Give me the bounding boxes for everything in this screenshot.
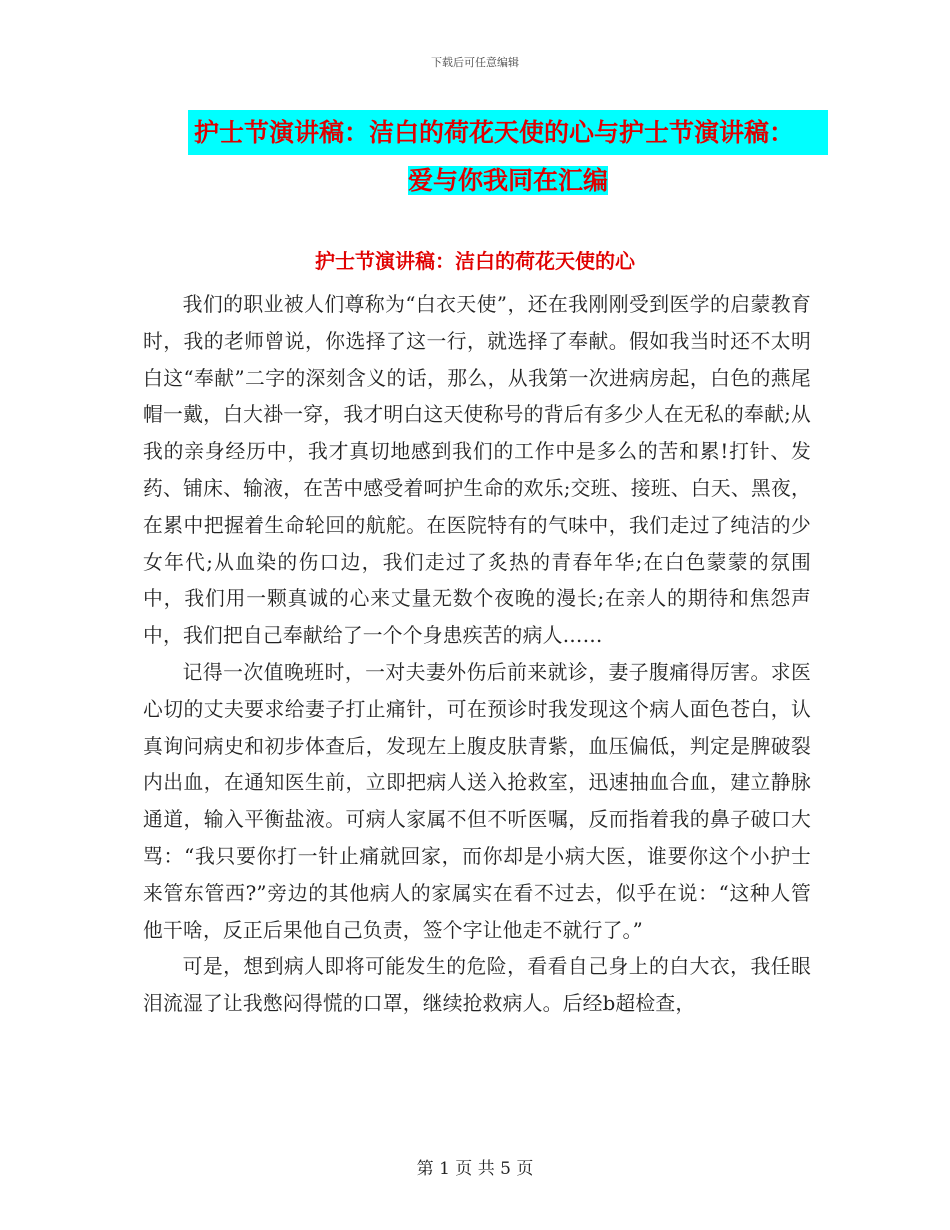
title-line-2: 爱与你我同在汇编 — [407, 166, 608, 195]
page-header: 下载后可任意编辑 — [431, 56, 519, 69]
paragraph-3: 可是，想到病人即将可能发生的危险，看看自己身上的白大衣，我任眼泪流湿了让我憋闷得慌的口罩，继续抢救病人。后经b超检查， — [143, 955, 811, 1016]
body-text — [143, 287, 811, 1023]
document-title — [188, 110, 828, 206]
title-line-1: 护士节演讲稿：洁白的荷花天使的心与护士节演讲稿： — [188, 110, 828, 155]
paragraph-1: 我们的职业被人们尊称为“白衣天使”，还在我刚刚受到医学的启蒙教育时，我的老师曾说，你选择了这一行，就选择了奉献。假如我当时还不太明白这“奉献”二字的深刻含义的话，那么，从我第一次进病房起，白色的燕尾帽一戴，白大褂一穿，我才明白这天使称号的背后有多少人在无私的奉献;从我的亲身经历中，我才真切地感到我们的工作中是多么的苦和累!打针、发药、铺床、输液，在苦中感受着呵护生命的欢乐;交班、接班、白天、黑夜，在累中把握着生命轮回的航舵。在医院特有的气味中，我们走过了纯洁的少女年代;从血染的伤口边，我们走过了炙热的青春年华;在白色蒙蒙的氛围中，我们用一颗真诚的心来丈量无数个夜晚的漫长;在亲人的期待和焦怨声中，我们把自己奉献给了一个个身患疾苦的病人…… — [143, 293, 811, 648]
section-title: 护士节演讲稿：洁白的荷花天使的心 — [315, 249, 635, 273]
page-footer: 第 1 页 共 5 页 — [416, 1159, 534, 1179]
paragraph-2: 记得一次值晚班时，一对夫妻外伤后前来就诊，妻子腹痛得厉害。求医心切的丈夫要求给妻子打止痛针，可在预诊时我发现这个病人面色苍白，认真询问病史和初步体查后，发现左上腹皮肤青紫，血压偏低，判定是脾破裂内出血，在通知医生前，立即把病人送入抢救室，迅速抽血合血，建立静脉通道，输入平衡盐液。可病人家属不但不听医嘱，反而指着我的鼻子破口大骂：“我只要你打一针止痛就回家，而你却是小病大医，谁要你这个小护士来管东管西?”旁边的其他病人的家属实在看不过去，似乎在说：“这种人管他干啥，反正后果他自己负责，签个字让他走不就行了。” — [143, 660, 811, 942]
